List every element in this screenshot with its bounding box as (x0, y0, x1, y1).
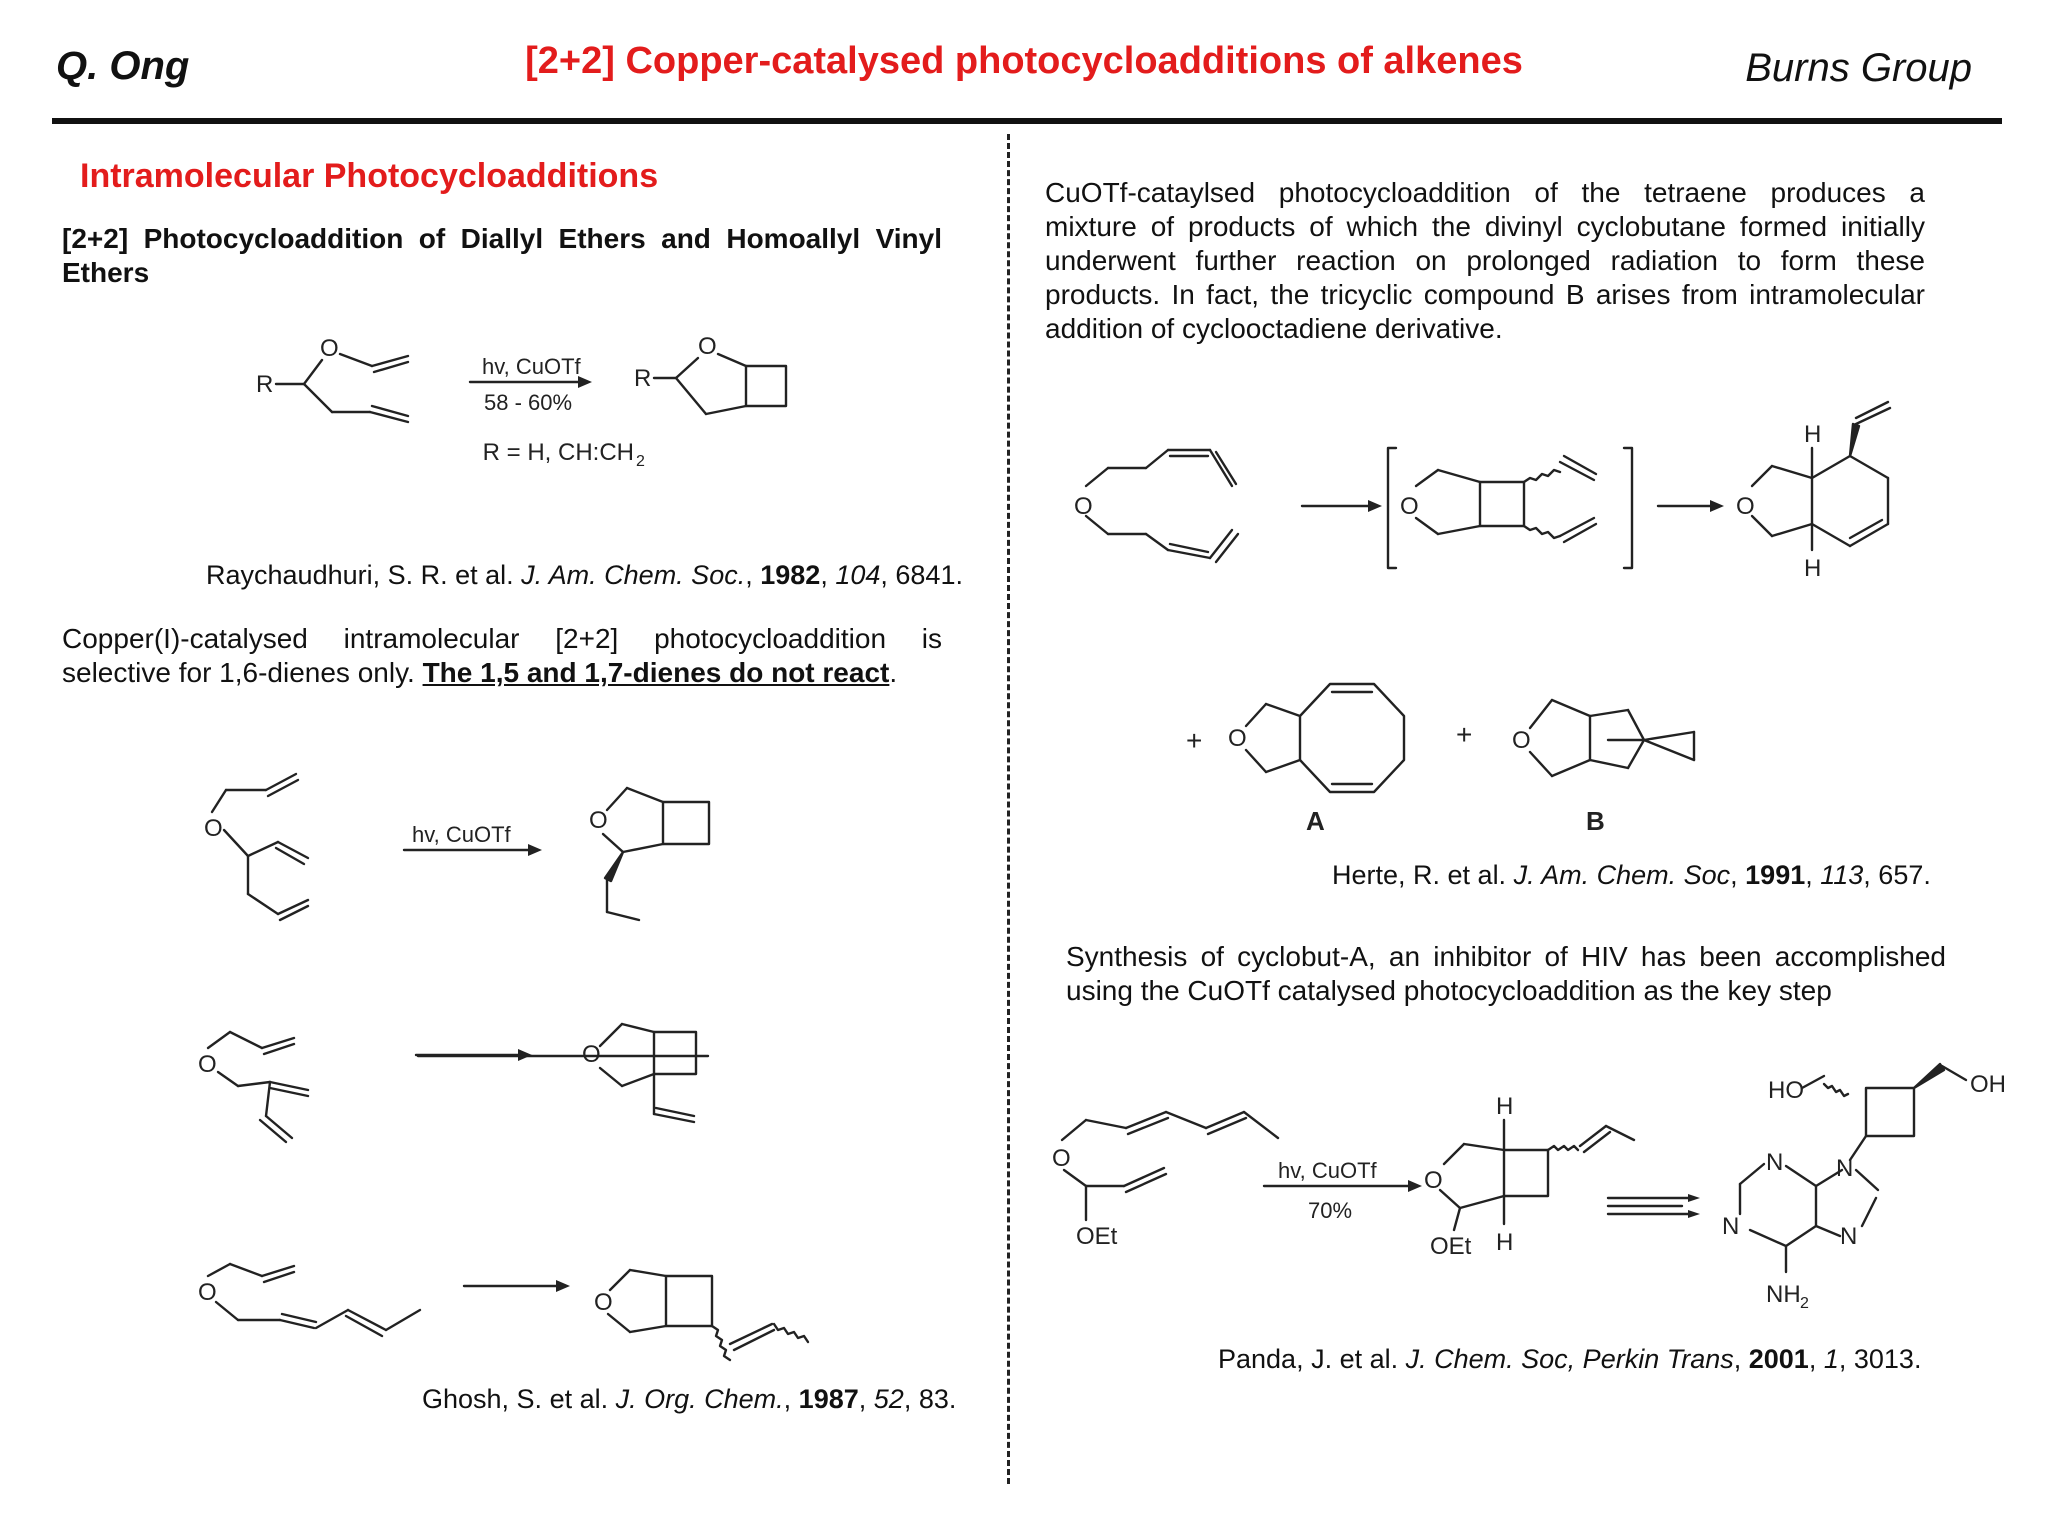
plus-sign: + (1186, 725, 1203, 756)
svg-text:O: O (1228, 725, 1247, 752)
h-label: H (1496, 1229, 1514, 1256)
h-label: H (1804, 555, 1822, 582)
page-title: [2+2] Copper-catalysed photocycloadditions of alkenes (525, 40, 1523, 82)
svg-text:O: O (1512, 727, 1531, 754)
column-divider (1007, 134, 1010, 1484)
scheme-tetraene-products (1170, 660, 1730, 840)
oh-label: OH (1970, 1071, 2006, 1098)
r-label: R (256, 371, 274, 398)
r-definition: R = H, CH:CH (482, 439, 634, 466)
h-label: H (1496, 1093, 1514, 1120)
n-label: N (1766, 1149, 1784, 1176)
svg-text:O: O (589, 807, 608, 834)
svg-text:O: O (594, 1289, 613, 1316)
subheading: [2+2] Photocycloaddition of Diallyl Ethers and Homoallyl Vinyl Ethers (62, 223, 942, 288)
n-label: N (1722, 1213, 1740, 1240)
svg-text:O: O (198, 1279, 217, 1306)
oet-label: OEt (1430, 1233, 1472, 1260)
n-label: N (1836, 1155, 1854, 1182)
scheme-diene-row3 (190, 1240, 840, 1370)
author-name: Q. Ong (56, 44, 190, 88)
group-name: Burns Group (1745, 46, 1972, 90)
tetraene-paragraph: CuOTf-cataylsed photocycloaddition of the tetraene produces a mixture of products of which the divinyl cyclobutane formed initially underwent further reaction on prolonged radiation to form these products. In fact, the tricyclic compound B arises from intramolecular addition of cyclooctadiene derivative. (1045, 177, 1925, 344)
scheme-cyclobut-a (1040, 1040, 2006, 1320)
o-label: O (698, 333, 717, 360)
svg-text:O: O (1074, 493, 1093, 520)
ho-label: HO (1768, 1077, 1804, 1104)
r-label: R (634, 365, 652, 392)
nh2-sub: 2 (1800, 1295, 1809, 1312)
r-definition-sub: 2 (636, 453, 645, 470)
plus-sign: + (1456, 719, 1473, 750)
nh2-label: NH (1766, 1281, 1801, 1308)
product-bicycle-row1 (585, 780, 735, 940)
reagent-label: hv, CuOTf (1278, 1158, 1377, 1183)
reference-panda: Panda, J. et al. J. Chem. Soc, Perkin Trans, 2001, 1, 3013. (1218, 1344, 1922, 1374)
svg-text:O: O (1400, 493, 1419, 520)
svg-text:O: O (198, 1051, 217, 1078)
product-bicycle-1 (628, 330, 808, 440)
svg-text:O: O (582, 1041, 601, 1068)
yield-label: 58 - 60% (484, 390, 573, 415)
reagent-label: hv, CuOTf (412, 822, 511, 847)
reference-ghosh: Ghosh, S. et al. J. Org. Chem., 1987, 52, 83. (422, 1384, 957, 1414)
selectivity-paragraph: Copper(I)-catalysed intramolecular [2+2] photocycloaddition is selective for 1,6-dienes only. The 1,5 and 1,7-dienes do not react. (62, 623, 942, 688)
scheme-diene-row2 (190, 1008, 570, 1168)
scheme-tetraene (1060, 400, 1940, 600)
h-label: H (1804, 421, 1822, 448)
product-bicycle-row2 (578, 1010, 728, 1160)
arrow-row2 (410, 1045, 540, 1065)
svg-text:O: O (204, 815, 223, 842)
reference-herte: Herte, R. et al. J. Am. Chem. Soc, 1991, 113, 657. (1332, 860, 1931, 890)
compound-a-label: A (1306, 806, 1325, 836)
oet-label: OEt (1076, 1223, 1118, 1250)
svg-text:O: O (1424, 1167, 1443, 1194)
header-rule (52, 118, 2002, 124)
compound-b-label: B (1586, 806, 1605, 836)
section-title: Intramolecular Photocycloadditions (80, 157, 659, 195)
reference-raychaudhuri: Raychaudhuri, S. R. et al. J. Am. Chem. Soc., 1982, 104, 6841. (206, 560, 963, 590)
svg-text:O: O (1736, 493, 1755, 520)
n-label: N (1840, 1223, 1858, 1250)
svg-text:O: O (1052, 1145, 1071, 1172)
reagent-label: hv, CuOTf (482, 354, 581, 379)
o-label: O (320, 335, 339, 362)
yield-label: 70% (1308, 1198, 1353, 1223)
cyclobut-a-paragraph: Synthesis of cyclobut-A, an inhibitor of HIV has been accomplished using the CuOTf catalysed photocycloaddition as the key step (1066, 941, 1946, 1006)
scheme-diallyl-ether (240, 320, 660, 500)
